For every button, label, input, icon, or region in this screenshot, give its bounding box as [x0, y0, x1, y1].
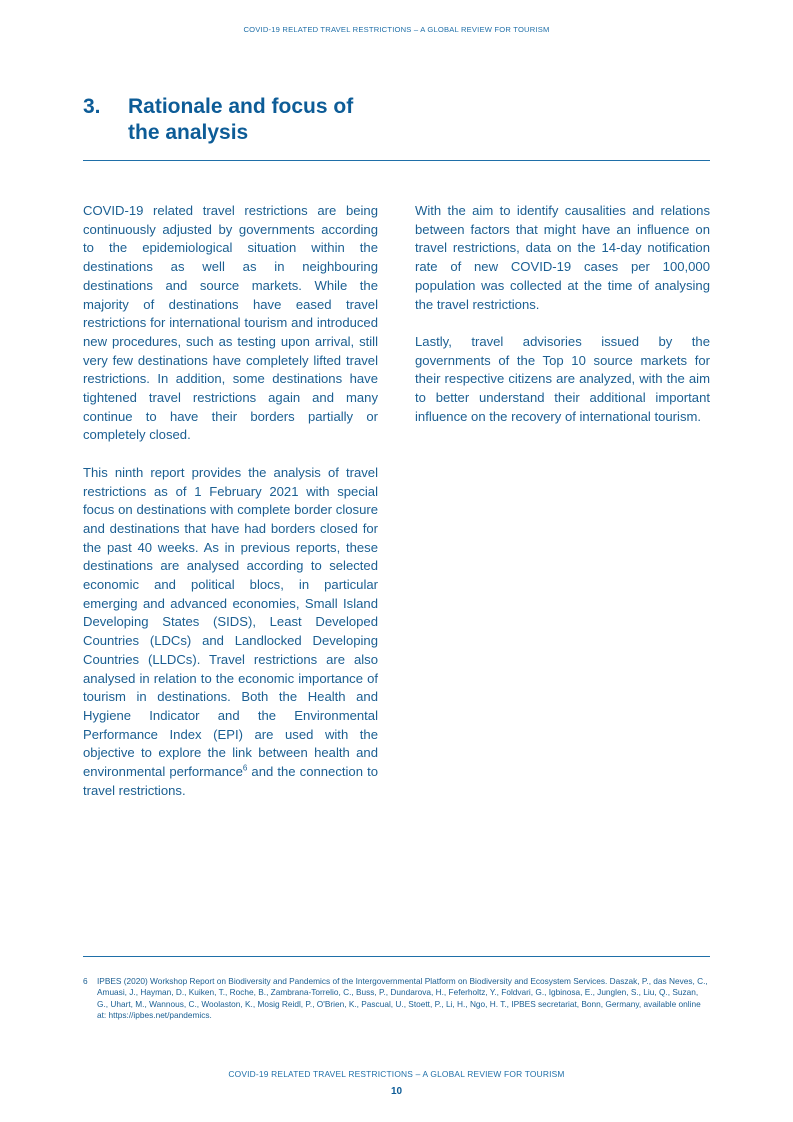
- left-paragraph-1: COVID-19 related travel restrictions are being continuously adjusted by governments according to the epidemiological situation within the destinations as well as in neighbouring destinations and source markets. While the majority of destinations have eased travel restrictions for international tourism and introduced new procedures, such as testing upon arrival, still very few destinations have completely lifted travel restrictions. In addition, some destinations have tightened travel restrictions again and many continue to have their borders partially or completely closed.: [83, 203, 378, 443]
- section-number: 3.: [83, 95, 101, 118]
- footnote: [83, 976, 710, 1021]
- section-title: [83, 94, 483, 146]
- footnote-divider: [83, 956, 710, 957]
- running-header: COVID-19 RELATED TRAVEL RESTRICTIONS – A GLOBAL REVIEW FOR TOURISM: [243, 25, 550, 34]
- footer-title: COVID-19 RELATED TRAVEL RESTRICTIONS – A GLOBAL REVIEW FOR TOURISM: [228, 1069, 565, 1079]
- right-paragraph-2: Lastly, travel advisories issued by the governments of the Top 10 source markets for their respective citizens are analyzed, with the aim to better understand their additional important influence on the recovery of international tourism.: [415, 333, 710, 424]
- left-paragraph-2: [83, 464, 378, 801]
- right-column: [415, 202, 710, 445]
- right-paragraph-1: With the aim to identify causalities and relations between factors that might have an influence on travel restrictions, data on the 14-day notification rate of new COVID-19 cases per 100,000 population was collected at the time of analysing the travel restrictions.: [415, 203, 710, 312]
- footnote-link[interactable]: https://ipbes.net/pandemics: [108, 1009, 210, 1020]
- section-title-line-1: Rationale and focus of: [128, 95, 354, 118]
- footnote-end: .: [209, 1009, 212, 1020]
- title-divider: [83, 160, 710, 161]
- page-number: 10: [390, 1086, 403, 1097]
- footnote-text: [83, 976, 710, 1021]
- left-paragraph-2-text: This ninth report provides the analysis of travel restrictions as of 1 February 2021 with special focus on destinations with complete border closure and destinations that have had borders closed for the past 40 weeks. As in previous reports, these destinations are analysed according to selected economic and political blocs, in particular emerging and advanced economies, Small Island Developing States (SIDS), Least Developed Countries (LDCs) and Landlocked Developing Countries (LLDCs). Travel restrictions are also analysed in relation to the economic importance of tourism in destinations. Both the Health and Hygiene Indicator and the Environmental Performance Index (EPI) are used with the objective to explore the link between health and environmental performance: [83, 464, 378, 780]
- left-column: [83, 202, 378, 819]
- left-paragraph-2-end: and the connection to travel restrictions.: [83, 764, 379, 798]
- section-title-line-2: the analysis: [128, 121, 249, 144]
- footnote-reference[interactable]: 6: [242, 763, 248, 773]
- footnote-number: 6: [83, 976, 88, 986]
- footnote-citation: IPBES (2020) Workshop Report on Biodiversity and Pandemics of the Intergovernmental Platform on Biodiversity and Ecosystem Services. Daszak, P., das Neves, C., Amuasi, J., Hayman, D., Kuiken, T., Roche, B., Zambrana-Torrelio, C., Buss, P., Dundarova, H., Feferholtz, Y., Foldvari, G., Igbinosa, E., Junglen, S., Liu, Q., Suzan, G., Uhart, M., Wannous, C., Woolaston, K., Mosig Reidl, P., O'Brien, K., Pascual, U., Stoett, P., Li, H., Ngo, H. T., IPBES secretariat, Bonn, Germany, available online at:: [97, 976, 708, 1020]
